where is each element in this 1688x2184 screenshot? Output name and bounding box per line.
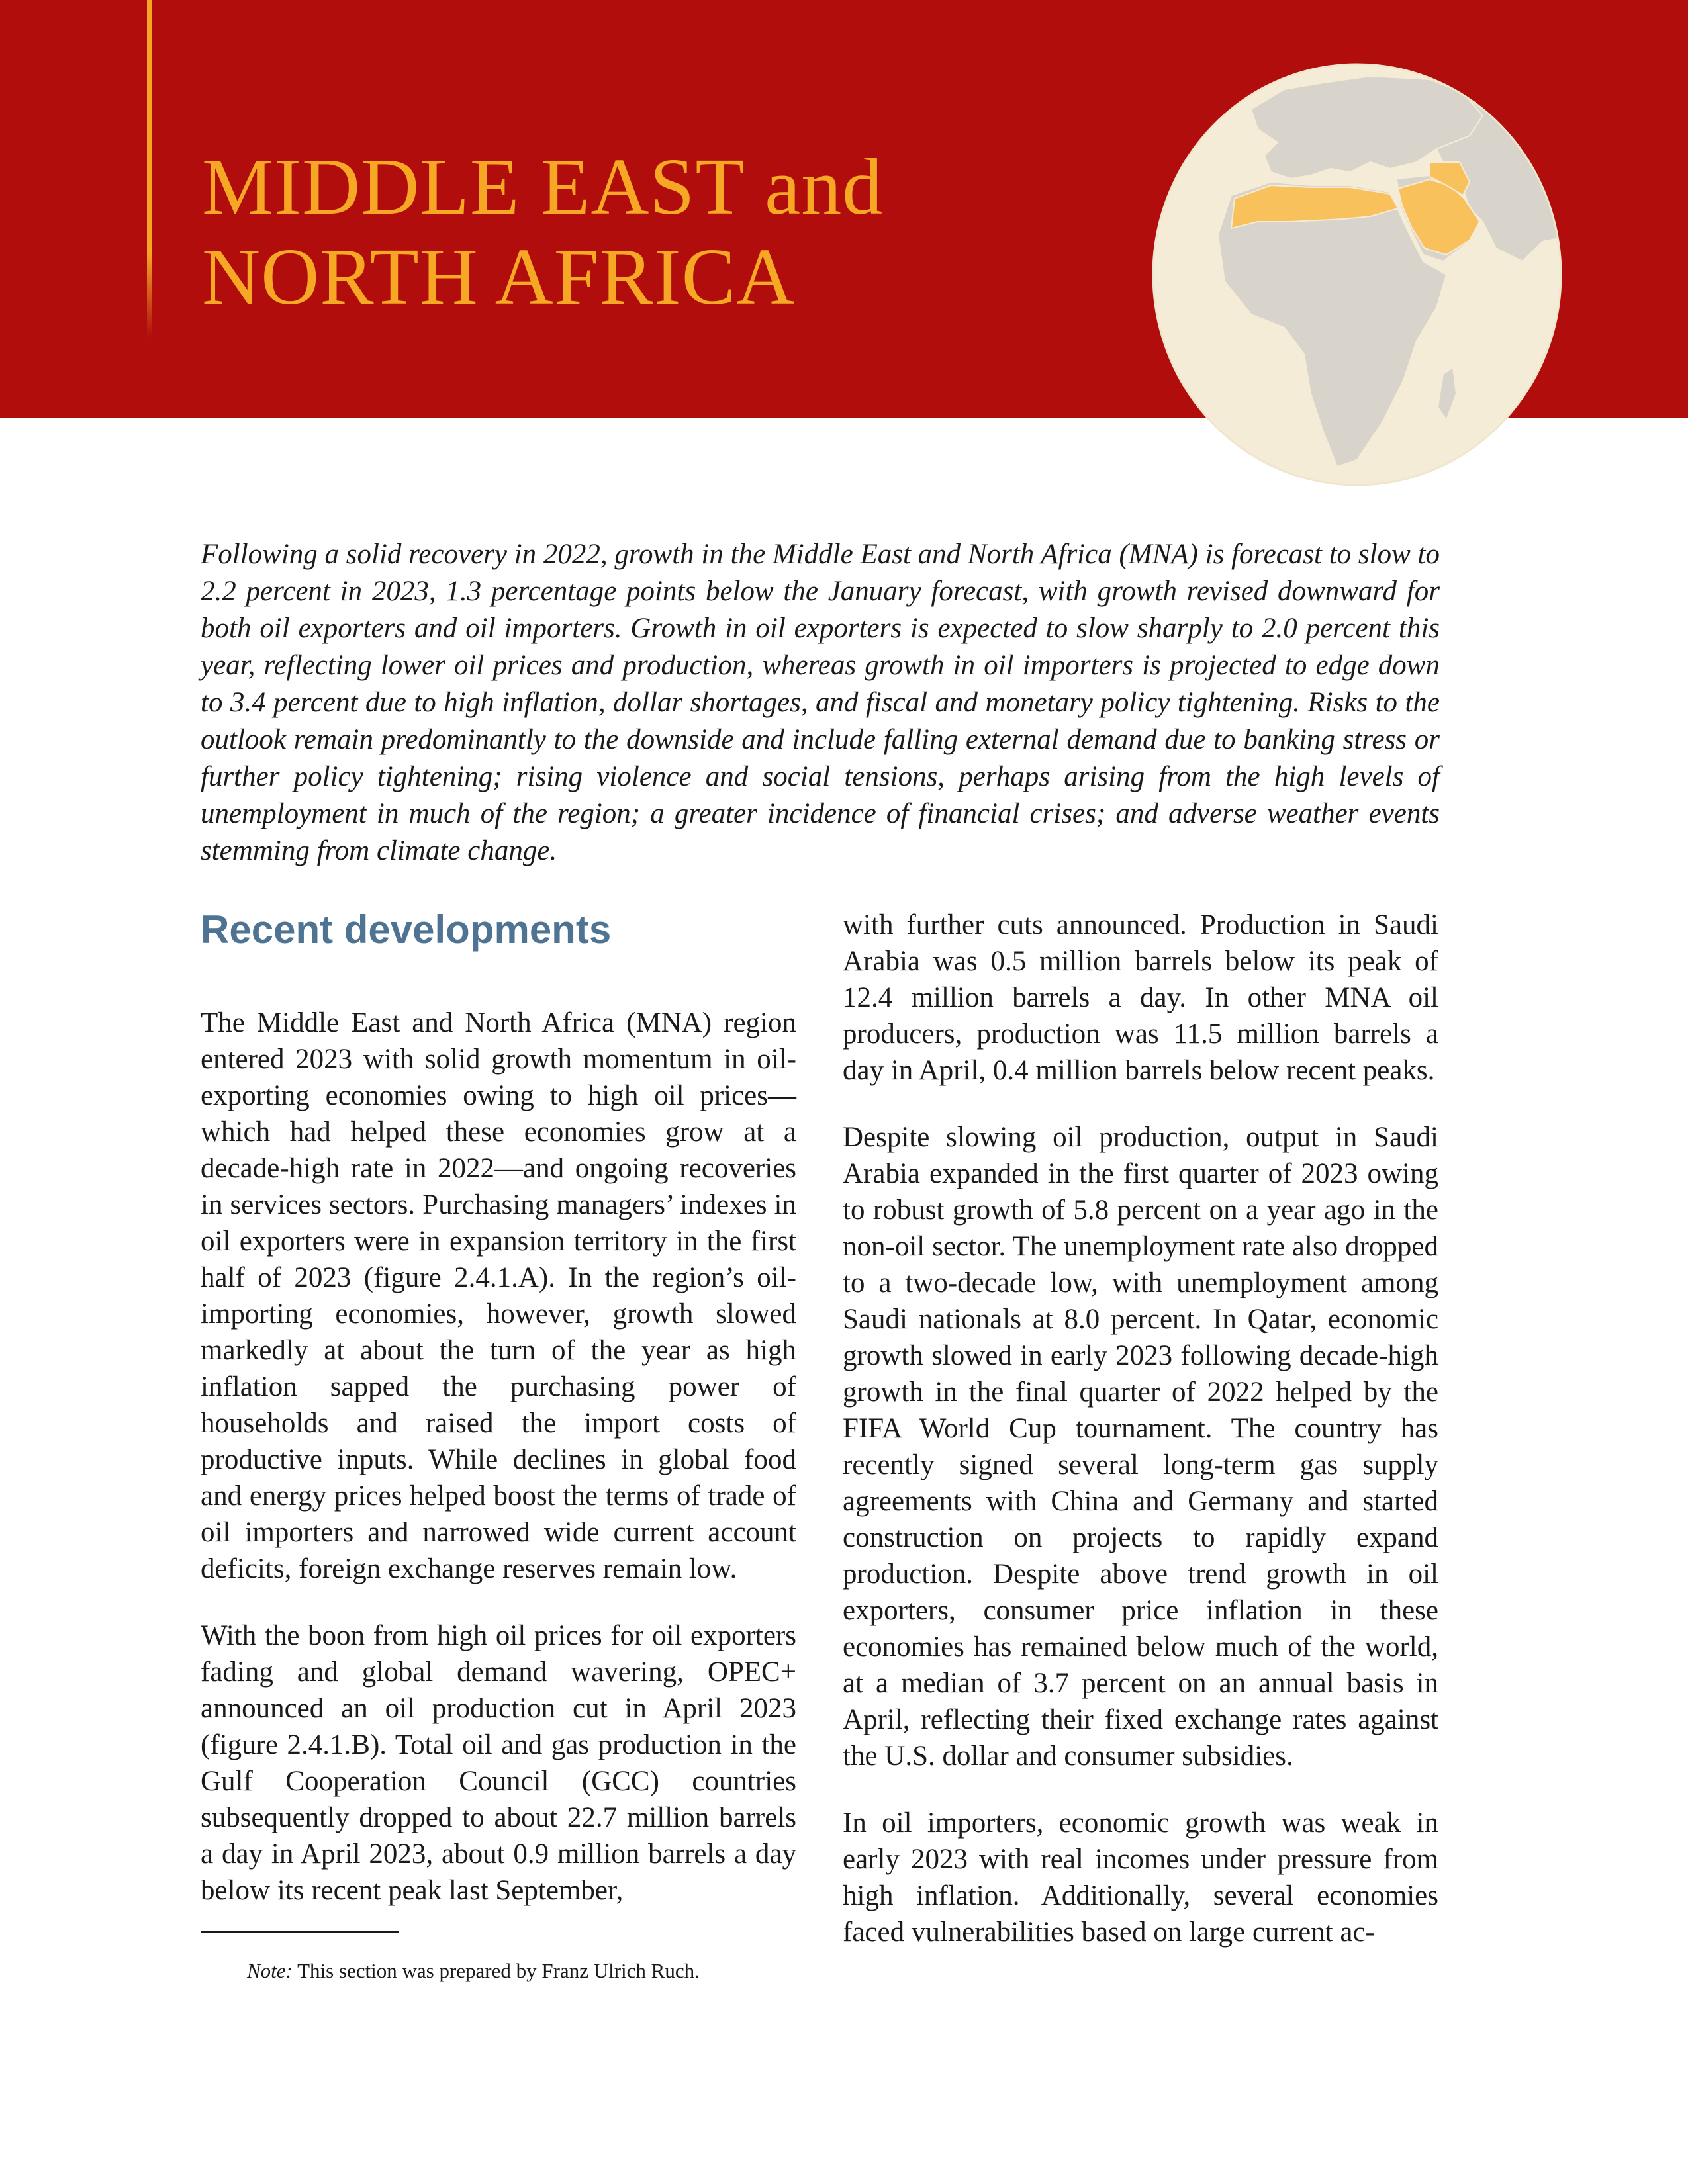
abstract: Following a solid recovery in 2022, growth in the Middle East and North Africa (MNA) is forecast to slow to 2.2 percent in 2023, 1.3 percentage points below the January forecast, with growth revised downward for both oil exporters and oil importers. Growth in oil exporters is expected to slow sharply to 2.0 percent this year, reflecting lower oil prices and production, whereas growth in oil importers is projected to edge down to 3.4 percent due to high inflation, dollar shortages, and fiscal and monetary policy tightening. Risks to the outlook remain predominantly to the downside and include falling external demand due to banking stress or further policy tightening; rising violence and social tensions, perhaps arising from the high levels of unemployment in much of the region; a greater incidence of financial crises; and adverse weather events stemming from climate change.	[201, 539, 1440, 866]
paragraph: The Middle East and North Africa (MNA) region entered 2023 with solid growth momentum in oil-exporting economies owing to high oil prices—which had helped these economies grow at a decade-high rate in 2022—and ongoing recoveries in services sectors. Purchasing managers’ indexes in oil exporters were in expansion territory in the first half of 2023 (figure 2.4.1.A). In the region’s oil-importing economies, however, growth slowed markedly at about the turn of the year as high inflation sapped the purchasing power of households and raised the import costs of productive inputs. While declines in global food and energy prices helped boost the terms of trade of oil importers and narrowed wide current account deficits, foreign exchange reserves remain low.	[201, 1007, 796, 1584]
footnote-divider	[201, 1931, 399, 1933]
paragraph: with further cuts announced. Production in Saudi Arabia was 0.5 million barrels below its peak of 12.4 million barrels a day. In other MNA oil producers, production was 11.5 million barrels a day in April, 0.4 million barrels below recent peaks.	[843, 909, 1438, 1086]
footnote	[247, 1958, 700, 1984]
footnote-label: Note:	[247, 1959, 293, 1982]
section-heading: Recent developments	[201, 907, 612, 952]
globe-map-icon	[1152, 63, 1562, 486]
paragraph: In oil importers, economic growth was weak in early 2023 with real incomes under pressure from high inflation. Additionally, several economies faced vulnerabilities based on large current ac-	[843, 1807, 1438, 1948]
paragraph: With the boon from high oil prices for oil exporters fading and global demand wavering, OPEC+ announced an oil production cut in April 2023 (figure 2.4.1.B). Total oil and gas production in the Gulf Cooperation Council (GCC) countries subsequently dropped to about 22.7 million barrels a day in April 2023, about 0.9 million barrels a day below its recent peak last September,	[201, 1620, 796, 1906]
page-title	[202, 142, 883, 322]
right-column	[843, 907, 1438, 1981]
title-line-2: NORTH AFRICA	[202, 232, 796, 322]
left-column	[201, 907, 796, 1939]
accent-rule	[147, 0, 152, 338]
title-line-1: MIDDLE EAST and	[202, 142, 884, 232]
footnote-text: This section was prepared by Franz Ulrich Ruch.	[292, 1959, 700, 1982]
paragraph: Despite slowing oil production, output in Saudi Arabia expanded in the first quarter of 2023 owing to robust growth of 5.8 percent on a year ago in the non-oil sector. The unemployment rate also dropped to a two-decade low, with unemployment among Saudi nationals at 8.0 percent. In Qatar, economic growth slowed in early 2023 following decade-high growth in the final quarter of 2022 helped by the FIFA World Cup tournament. The country has recently signed several long-term gas supply agreements with China and Germany and started construction on projects to rapidly expand production. Despite above trend growth in oil exporters, consumer price inflation in these economies has remained below much of the world, at a median of 3.7 percent on an annual basis in April, reflecting their fixed exchange rates against the U.S. dollar and consumer subsidies.	[843, 1122, 1438, 1772]
